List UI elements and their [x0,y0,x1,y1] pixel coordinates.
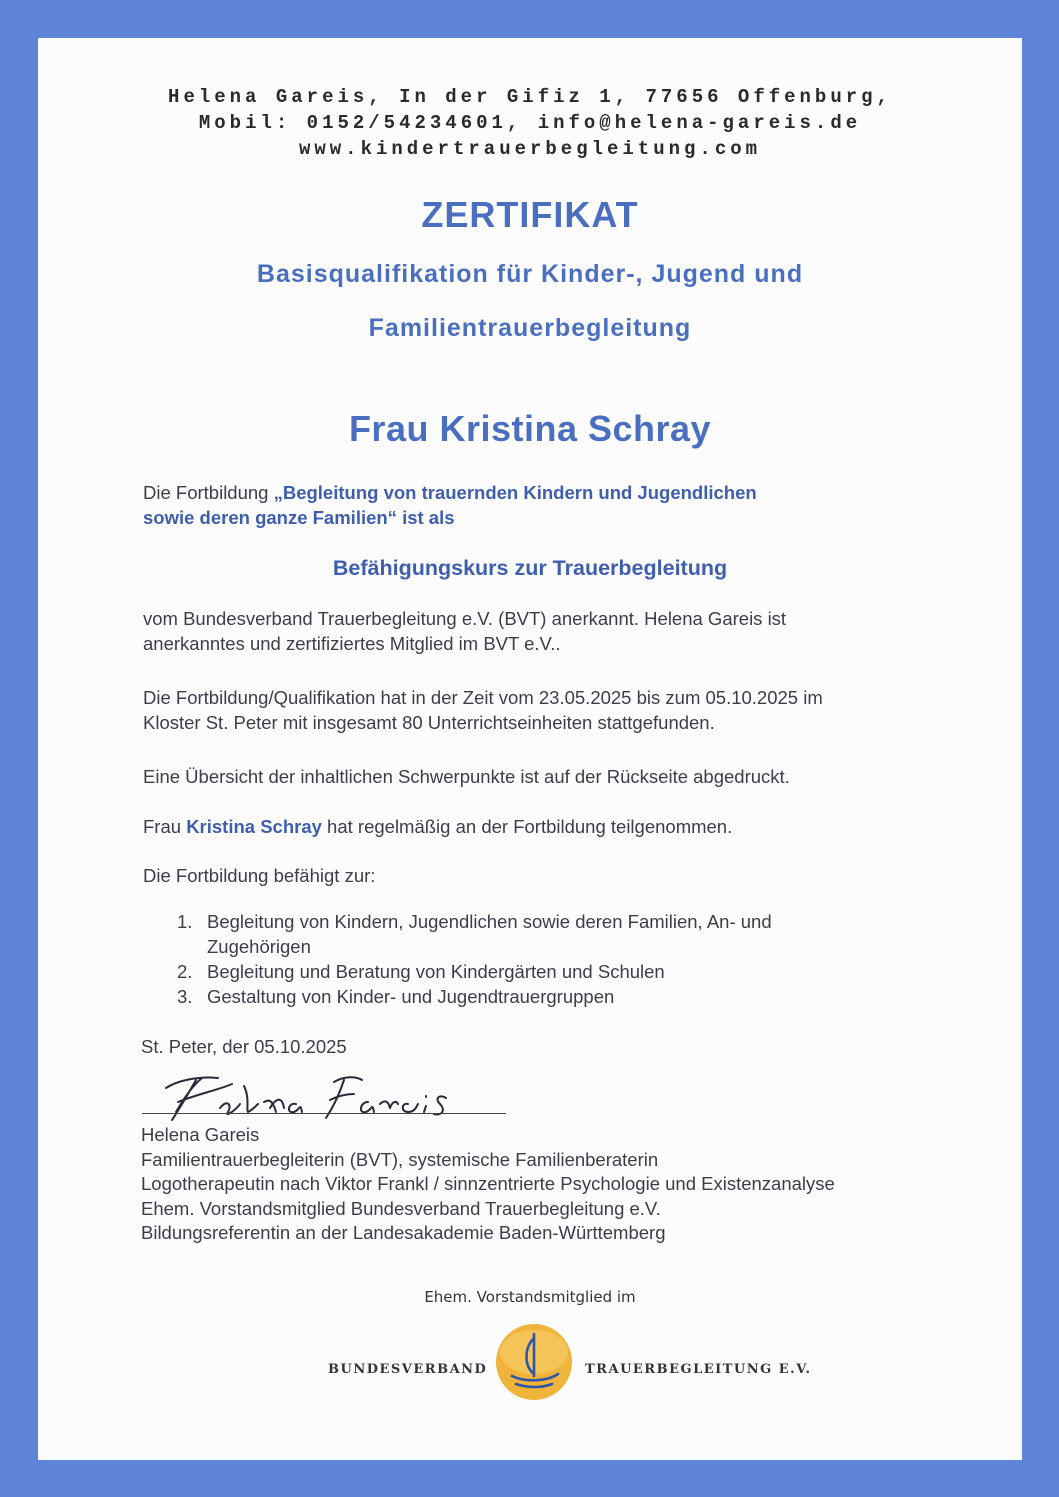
course-name-line-2: sowie deren ganze Familien“ ist als [143,507,455,528]
signature-line [142,1113,506,1114]
intro-prefix: Die Fortbildung [143,482,274,503]
header-address: Helena Gareis, In der Gifiz 1, 77656 Offenburg, [168,86,892,108]
certificate-title: ZERTIFIKAT [421,194,639,235]
recognition-line-2: anerkanntes und zertifiziertes Mitglied im BVT e.V.. [143,633,561,654]
logo-text-right: TRAUERBEGLEITUNG E.V. [585,1362,812,1377]
bvt-logo [494,1322,574,1402]
signer-name: Helena Gareis [141,1124,260,1145]
logo-text-left: BUNDESVERBAND [328,1362,488,1377]
subtitle-line-2: Familientrauerbegleitung [368,314,692,342]
intro-paragraph [143,480,943,530]
place-and-date: St. Peter, der 05.10.2025 [141,1036,347,1057]
period-line-2: Kloster St. Peter mit insgesamt 80 Unterrichtseinheiten stattgefunden. [143,712,715,733]
participant-name: Kristina Schray [186,816,322,837]
period-line-1: Die Fortbildung/Qualifikation hat in der Zeit vom 23.05.2025 bis zum 05.10.2025 im [143,687,823,708]
logo-caption: Ehem. Vorstandsmitglied im [424,1288,636,1306]
participation-statement [143,814,973,839]
course-type: Befähigungskurs zur Trauerbegleitung [332,556,728,580]
sender-header [38,84,1022,162]
recipient-name: Frau Kristina Schray [348,408,712,449]
list-item: 3. Gestaltung von Kinder- und Jugendtrauergruppen [177,986,615,1007]
list-item: 2. Begleitung und Beratung von Kindergärten und Schulen [177,961,665,982]
certificate-page [38,38,1022,1460]
signature-drawing [158,1068,458,1124]
signer-title: Bildungsreferentin an der Landesakademie Baden-Württemberg [141,1222,666,1243]
header-website: www.kindertrauerbegleitung.com [298,138,762,160]
qualification-list [143,909,973,1009]
header-contact: Mobil: 0152/54234601, info@helena-gareis.de [198,112,862,134]
subtitle-line-1: Basisqualifikation für Kinder-, Jugend und [256,260,804,288]
course-name-line-1: „Begleitung von trauernden Kindern und Jugendlichen [273,482,757,503]
signer-title: Logotherapeutin nach Viktor Frankl / sinnzentrierte Psychologie und Existenzanalyse [141,1173,835,1194]
signer-title: Familientrauerbegleiterin (BVT), systemische Familienberaterin [141,1148,659,1170]
qualifies-intro: Die Fortbildung befähigt zur: [143,865,376,886]
participation-prefix: Frau [143,816,187,837]
recognition-paragraph [143,606,973,656]
recognition-line-1: vom Bundesverband Trauerbegleitung e.V. (BVT) anerkannt. Helena Gareis ist [143,608,787,629]
signer-title: Ehem. Vorstandsmitglied Bundesverband Trauerbegleitung e.V. [141,1197,661,1219]
period-paragraph [143,685,973,735]
participation-suffix: hat regelmäßig an der Fortbildung teilgenommen. [321,816,733,837]
list-item: 1. Begleitung von Kindern, Jugendlichen sowie deren Familien, An- und Zugehörigen [177,911,772,957]
overview-note: Eine Übersicht der inhaltlichen Schwerpunkte ist auf der Rückseite abgedruckt. [143,766,790,787]
signer-credentials [141,1123,1001,1246]
